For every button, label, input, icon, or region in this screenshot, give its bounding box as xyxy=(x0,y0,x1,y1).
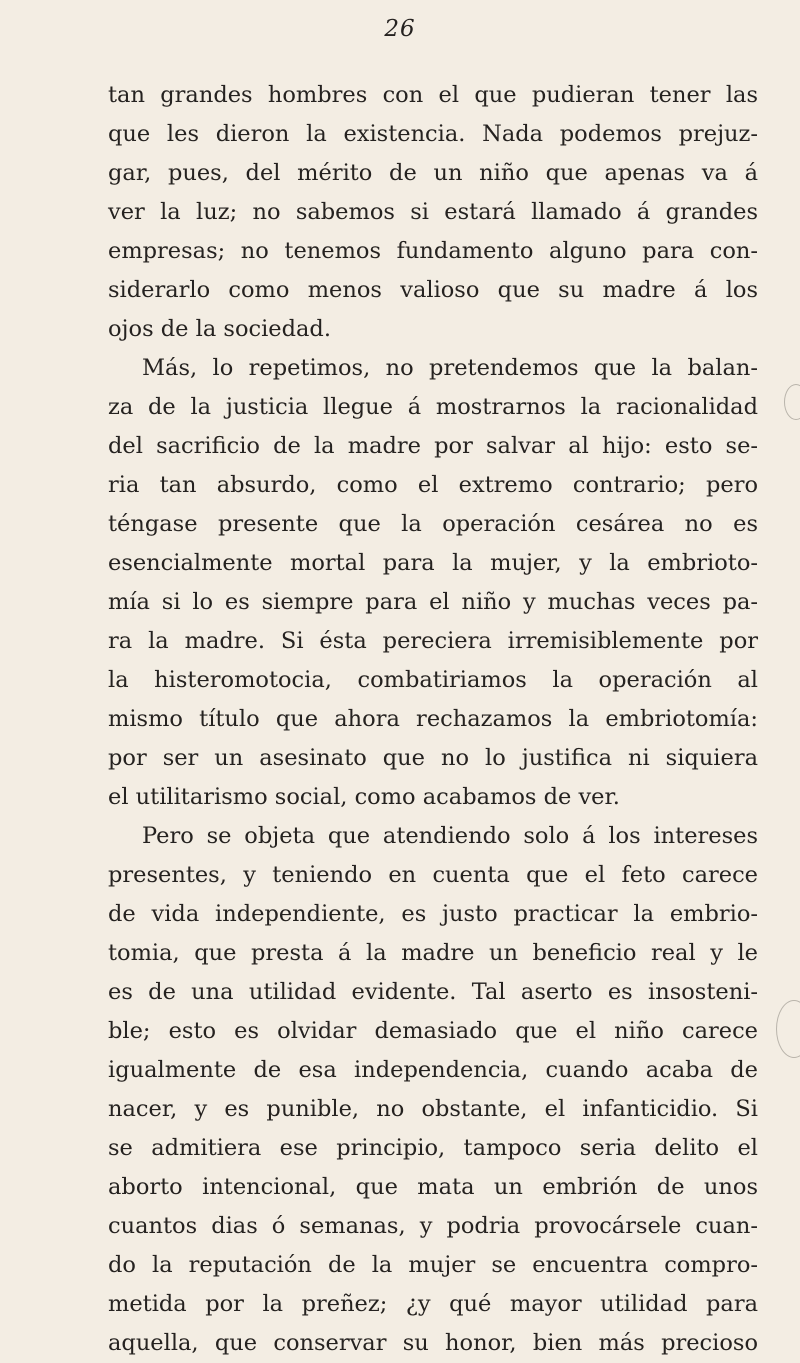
text-line: siderarlo como menos valioso que su madre á los xyxy=(108,277,758,303)
text-line: presentes, y teniendo en cuenta que el feto carece xyxy=(108,862,758,888)
text-line: que les dieron la existencia. Nada podemos prejuz- xyxy=(108,121,758,147)
text-line: za de la justicia llegue á mostrarnos la racionalidad xyxy=(108,394,758,420)
text-line: igualmente de esa independencia, cuando acaba de xyxy=(108,1057,758,1083)
text-line: es de una utilidad evidente. Tal aserto es insosteni- xyxy=(108,979,758,1005)
text-line: téngase presente que la operación cesárea no es xyxy=(108,511,758,537)
text-line: ble; esto es olvidar demasiado que el niño carece xyxy=(108,1018,758,1044)
text-line: aborto intencional, que mata un embrión de unos xyxy=(108,1174,758,1200)
text-line: do la reputación de la mujer se encuentra compro- xyxy=(108,1252,758,1278)
text-line: gar, pues, del mérito de un niño que apenas va á xyxy=(108,160,758,186)
text-line: Pero se objeta que atendiendo solo á los intereses xyxy=(142,823,758,849)
text-line: del sacrificio de la madre por salvar al hijo: esto se- xyxy=(108,433,758,459)
text-line: aquella, que conservar su honor, bien más precioso xyxy=(108,1330,758,1356)
text-line: ojos de la sociedad. xyxy=(108,316,331,342)
text-line: la histeromotocia, combatiriamos la operación al xyxy=(108,667,758,693)
page-number: 26 xyxy=(384,16,416,42)
text-line: ria tan absurdo, como el extremo contrario; pero xyxy=(108,472,758,498)
binding-hole-mark xyxy=(784,384,800,420)
text-line: tomia, que presta á la madre un beneficio real y le xyxy=(108,940,758,966)
text-line: mismo título que ahora rechazamos la embriotomía: xyxy=(108,706,758,732)
text-line: se admitiera ese principio, tampoco seria delito el xyxy=(108,1135,758,1161)
text-line: esencialmente mortal para la mujer, y la embrioto- xyxy=(108,550,758,576)
text-line: mía si lo es siempre para el niño y muchas veces pa- xyxy=(108,589,758,615)
text-line: metida por la preñez; ¿y qué mayor utilidad para xyxy=(108,1291,758,1317)
text-line: Más, lo repetimos, no pretendemos que la balan- xyxy=(142,355,758,381)
text-line: tan grandes hombres con el que pudieran tener las xyxy=(108,82,758,108)
text-line: empresas; no tenemos fundamento alguno para con- xyxy=(108,238,758,264)
text-line: cuantos dias ó semanas, y podria provocársele cuan- xyxy=(108,1213,758,1239)
text-line: de vida independiente, es justo practicar la embrio- xyxy=(108,901,758,927)
body-text xyxy=(108,76,758,1363)
text-line: ra la madre. Si ésta pereciera irremisiblemente por xyxy=(108,628,758,654)
text-line: por ser un asesinato que no lo justifica ni siquiera xyxy=(108,745,758,771)
binding-hole-mark xyxy=(776,1000,800,1058)
text-line: el utilitarismo social, como acabamos de ver. xyxy=(108,784,620,810)
text-line: nacer, y es punible, no obstante, el infanticidio. Si xyxy=(108,1096,758,1122)
text-line: ver la luz; no sabemos si estará llamado á grandes xyxy=(108,199,758,225)
